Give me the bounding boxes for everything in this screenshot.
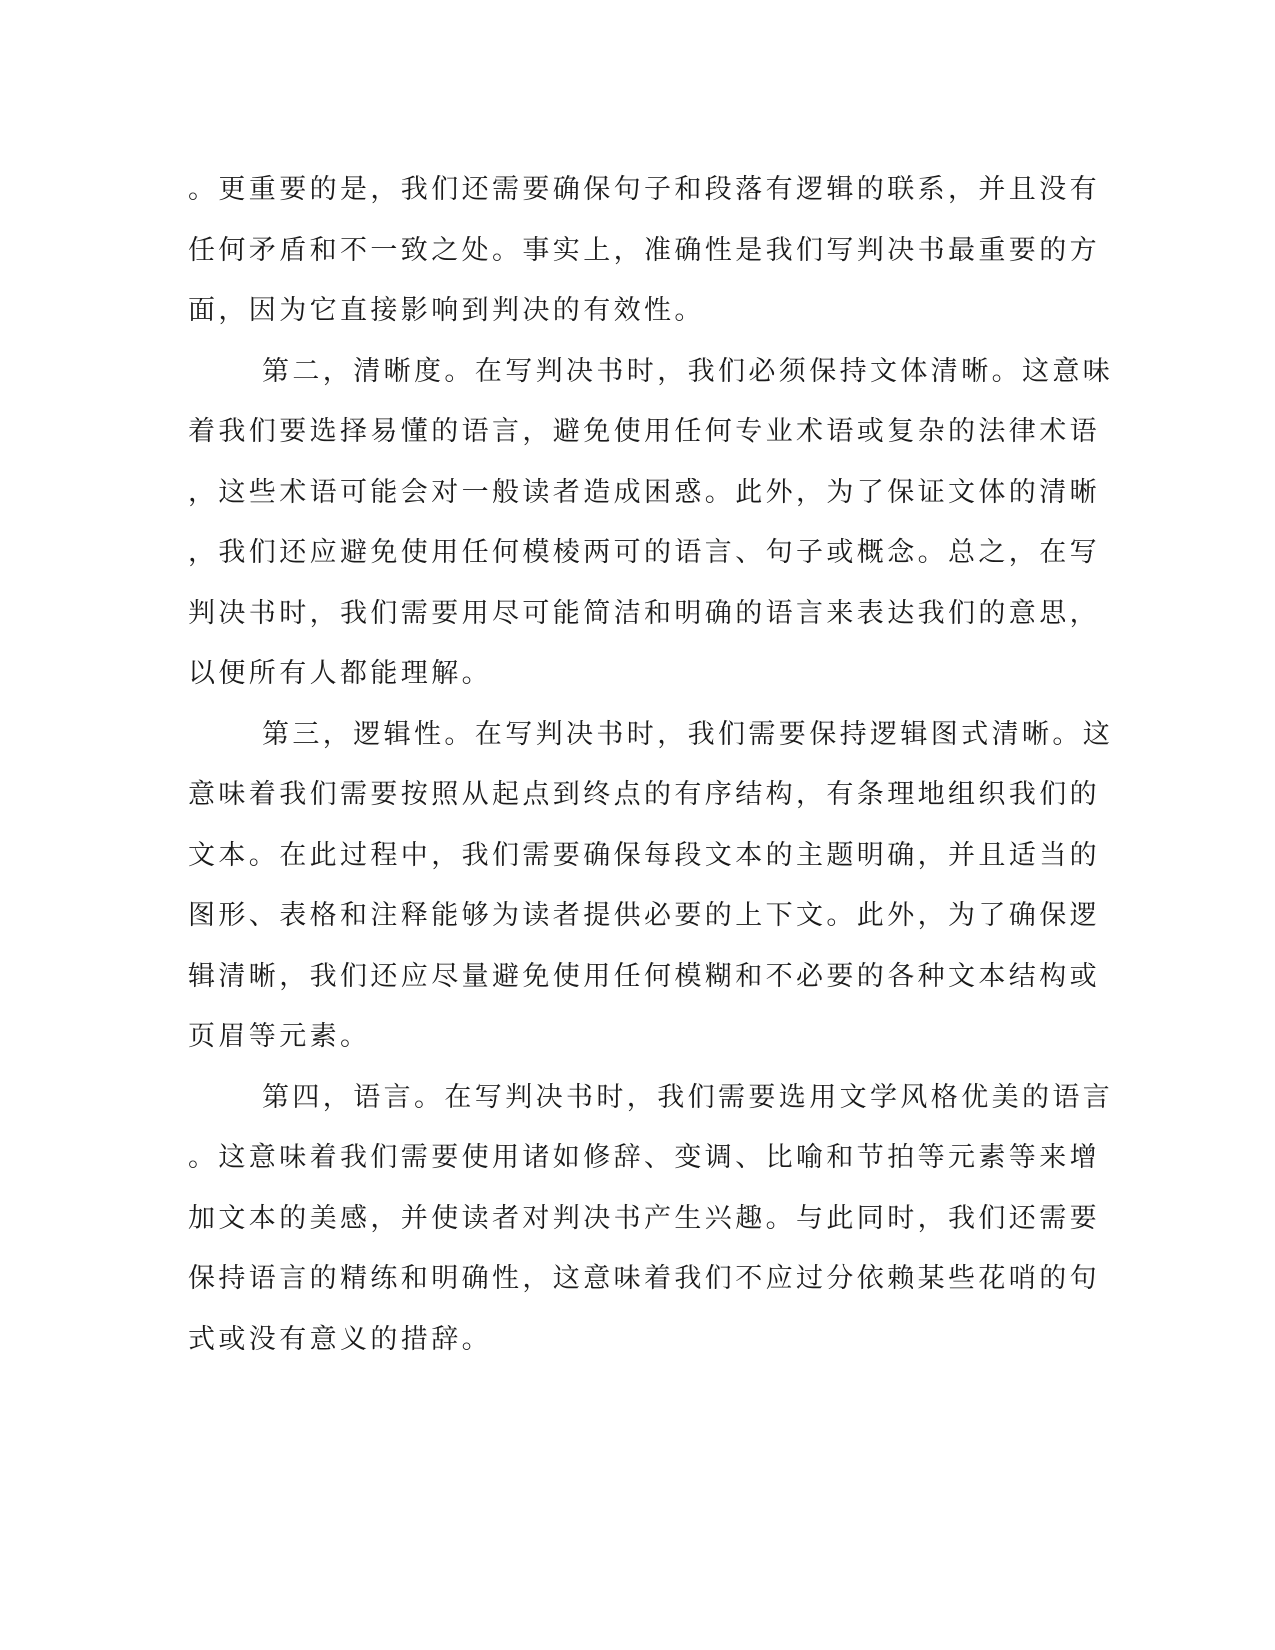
text-line: 面，因为它直接影响到判决的有效性。: [188, 295, 705, 326]
text-line: 任何矛盾和不一致之处。事实上，准确性是我们写判决书最重要的方: [188, 234, 1100, 266]
text-line: 。更重要的是，我们还需要确保句子和段落有逻辑的联系，并且没有: [188, 174, 1100, 205]
text-line: 页眉等元素。: [188, 1021, 371, 1052]
text-line: 文本。在此过程中，我们需要确保每段文本的主题明确，并且适当的: [188, 839, 1100, 871]
text-line: 着我们要选择易懂的语言，避免使用任何专业术语或复杂的法律术语: [188, 416, 1100, 447]
paragraph-start-line: 第四，语言。在写判决书时，我们需要选用文学风格优美的语言: [262, 1081, 1114, 1113]
text-line: ，这些术语可能会对一般读者造成困惑。此外，为了保证文体的清晰: [188, 476, 1100, 508]
body-text: [188, 160, 1114, 1370]
text-line: 判决书时，我们需要用尽可能简洁和明确的语言来表达我们的意思，: [188, 597, 1100, 629]
paragraph-start-line: 第二，清晰度。在写判决书时，我们必须保持文体清晰。这意味: [262, 355, 1114, 387]
text-line: ，我们还应避免使用任何模棱两可的语言、句子或概念。总之，在写: [188, 537, 1100, 568]
text-line: 辑清晰，我们还应尽量避免使用任何模糊和不必要的各种文本结构或: [188, 960, 1100, 992]
text-line: 意味着我们需要按照从起点到终点的有序结构，有条理地组织我们的: [188, 779, 1100, 810]
text-line: 以便所有人都能理解。: [188, 658, 492, 689]
text-line: 。这意味着我们需要使用诸如修辞、变调、比喻和节拍等元素等来增: [188, 1142, 1100, 1173]
paragraph-start-line: 第三，逻辑性。在写判决书时，我们需要保持逻辑图式清晰。这: [262, 718, 1114, 750]
text-line: 保持语言的精练和明确性，这意味着我们不应过分依赖某些花哨的句: [188, 1263, 1100, 1294]
text-line: 加文本的美感，并使读者对判决书产生兴趣。与此同时，我们还需要: [188, 1202, 1100, 1234]
text-line: 图形、表格和注释能够为读者提供必要的上下文。此外，为了确保逻: [188, 900, 1100, 931]
text-line: 式或没有意义的措辞。: [188, 1323, 492, 1355]
